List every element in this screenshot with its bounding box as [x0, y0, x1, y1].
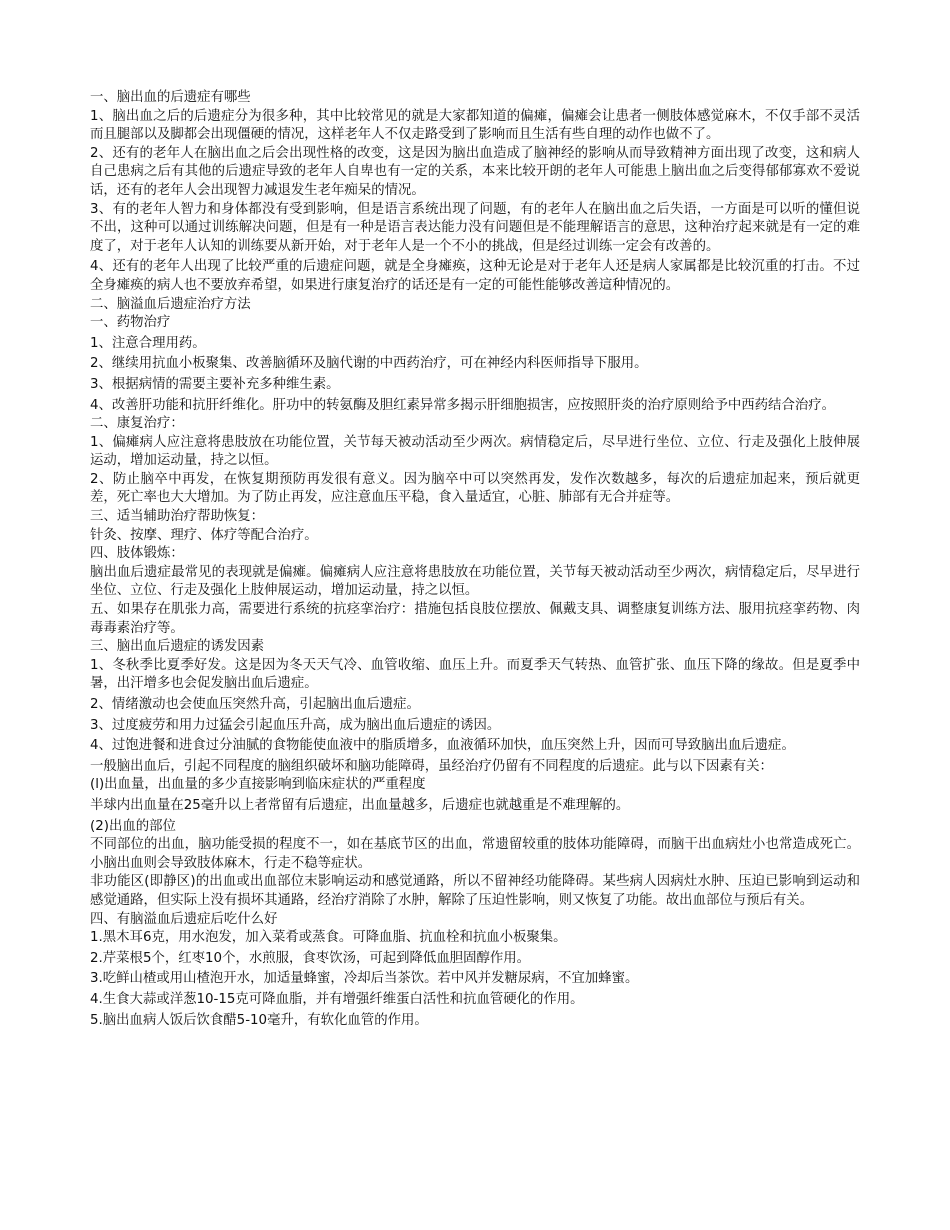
list-item: 1、冬秋季比夏季好发。这是因为冬天天气冷、血管收缩、血压上升。而夏季天气转热、血管扩张、血压下降的缘故。但是夏季中暑，出汗增多也会促发脑出血后遗症。: [90, 657, 860, 692]
paragraph: 2、还有的老年人在脑出血之后会出现性格的改变，这是因为脑出血造成了脑神经的影响从而导致精神方面出现了改变，这和病人自己患病之后有其他的后遗症导致的老年人自卑也有一定的关系，本来比较开朗的老年人可能患上脑出血之后变得郁郁寡欢不爱说话，还有的老年人会出现智力减退发生老年痴呆的情况。: [90, 145, 860, 198]
list-item: 4.生食大蒜或洋葱10-15克可降血脂，并有增强纤维蛋白活性和抗血管硬化的作用。: [90, 991, 584, 1007]
list-item: 2.芹菜根5个，红枣10个，水煎服，食枣饮汤，可起到降低血胆固醇作用。: [90, 950, 531, 966]
paragraph: 不同部位的出血，脑功能受损的程度不一，如在基底节区的出血，常遗留较重的肢体功能障碍，而脑干出血病灶小也常造成死亡。小脑出血则会导致肢体麻木，行走不稳等症状。: [90, 837, 860, 871]
subsection-heading: 三、适当辅助治疗帮助恢复：: [90, 509, 265, 525]
section-heading: 二、脑溢血后遗症治疗方法: [90, 296, 251, 312]
list-item: 3.吃鲜山楂或用山楂泡开水，加适量蜂蜜，冷却后当茶饮。若中风并发糖尿病，不宜加蜂蜜。: [90, 971, 639, 987]
paragraph: 1、脑出血之后的后遗症分为很多种，其中比较常见的就是大家都知道的偏瘫，偏瘫会让患者一侧肢体感觉麻木，不仅手部不灵活而且腿部以及脚都会出现僵硬的情况，这样老年人不仅走路受到了影响而且生活有些自理的动作也做不了。: [90, 108, 860, 143]
paragraph: 脑出血后遗症最常见的表现就是偏瘫。偏瘫病人应注意将患肢放在功能位置，关节每天被动活动至少两次，病情稳定后，尽早进行坐位、立位、行走及强化上肢伸展运动，增加运动量，持之以恒。: [90, 564, 860, 599]
section-heading: 三、脑出血后遗症的诱发因素: [90, 639, 265, 655]
list-item: 2、情绪激动也会使血压突然升高，引起脑出血后遗症。: [90, 697, 420, 712]
list-item: 1、注意合理用药。: [90, 335, 206, 351]
list-item: 3、根据病情的需要主要补充多种维生素。: [90, 376, 340, 392]
list-item: 4、过饱进餐和进食过分油腻的食物能使血液中的脂质增多，血液循环加快，血压突然上升，因而可导致脑出血后遗症。: [90, 738, 795, 754]
subsection-heading: 四、肢体锻炼：: [90, 546, 184, 562]
paragraph: 非功能区(即静区)的出血或出血部位末影响运动和感觉通路，所以不留神经功能降碍。某些病人因病灶水肿、压迫已影响到运动和感觉通路，但实际上没有损坏其通路，经治疗消除了水肿，解除了压迫性影响，则又恢复了功能。故出血部位与预后有关。: [90, 874, 860, 908]
list-item: 5.脑出血病人饭后饮食醋5-10毫升，有软化血管的作用。: [90, 1012, 428, 1028]
section-heading: 四、有脑溢血后遗症后吃什么好: [90, 911, 278, 927]
list-item: 4、改善肝功能和抗肝纤维化。肝功中的转氨酶及胆红素异常多揭示肝细胞损害，应按照肝炎的治疗原则给予中西药结合治疗。: [90, 397, 835, 413]
paragraph: 一般脑出血后，引起不同程度的脑组织破坏和脑功能障碍，虽经治疗仍留有不同程度的后遗症。此与以下因素有关：: [90, 758, 773, 774]
subsection-heading: 一、药物治疗: [90, 315, 171, 331]
subsection-heading: (2)出血的部位: [90, 818, 176, 834]
paragraph: 针灸、按摩、理疗、体疗等配合治疗。: [90, 527, 318, 543]
list-item: 2、防止脑卒中再发，在恢复期预防再发很有意义。因为脑卒中可以突然再发，发作次数越多，每次的后遗症加起来，预后就更差，死亡率也大大增加。为了防止再发，应注意血压平稳，食入量适宜，心脏、肺部有无合并症等。: [90, 471, 860, 506]
paragraph: 4、还有的老年人出现了比较严重的后遗症问题，就是全身瘫痪，这种无论是对于老年人还是病人家属都是比较沉重的打击。不过全身瘫痪的病人也不要放弃希望，如果进行康复治疗的话还是有一定的可能性能够改善這种情况的。: [90, 259, 860, 293]
paragraph: 五、如果存在肌张力高，需要进行系统的抗痉挛治疗：措施包括良肢位摆放、佩戴支具、调整康复训练方法、服用抗痉挛药物、肉毒毒素治疗等。: [90, 602, 860, 636]
subsection-heading: (l)出血量，出血量的多少直接影响到临床症状的严重程度: [90, 777, 426, 793]
list-item: 1.黑木耳6克，用水泡发，加入菜肴或蒸食。可降血脂、抗血栓和抗血小板聚集。: [90, 930, 567, 946]
document-body: [90, 89, 860, 1030]
list-item: 2、继续用抗血小板聚集、改善脑循环及脑代谢的中西药治疗，可在神经内科医师指导下服用。: [90, 356, 648, 372]
subsection-heading: 二、康复治疗：: [90, 416, 184, 432]
paragraph: 3、有的老年人智力和身体都没有受到影响，但是语言系统出现了问题，有的老年人在脑出血之后失语，一方面是可以听的懂但说不出，这种可以通过训练解决问题，但是有一种是语言表达能力没有问题但是不能理解语言的意思，这种治疗起来就是有一定的难度了，对于老年人认知的训练要从新开始，对于老年人是一个不小的挑战，但是经过训练一定会有改善的。: [90, 201, 860, 254]
section-heading: 一、脑出血的后遗症有哪些: [90, 90, 251, 105]
list-item: 3、过度疲劳和用力过猛会引起血压升高，成为脑出血后遗症的诱因。: [90, 717, 501, 733]
paragraph: 半球内出血量在25毫升以上者常留有后遗症，出血量越多，后遗症也就越重是不难理解的。: [90, 797, 630, 813]
list-item: 1、偏瘫病人应注意将患肢放在功能位置，关节每天被动活动至少两次。病情稳定后，尽早进行坐位、立位、行走及强化上肢伸展运动，增加运动量，持之以恒。: [90, 434, 860, 469]
